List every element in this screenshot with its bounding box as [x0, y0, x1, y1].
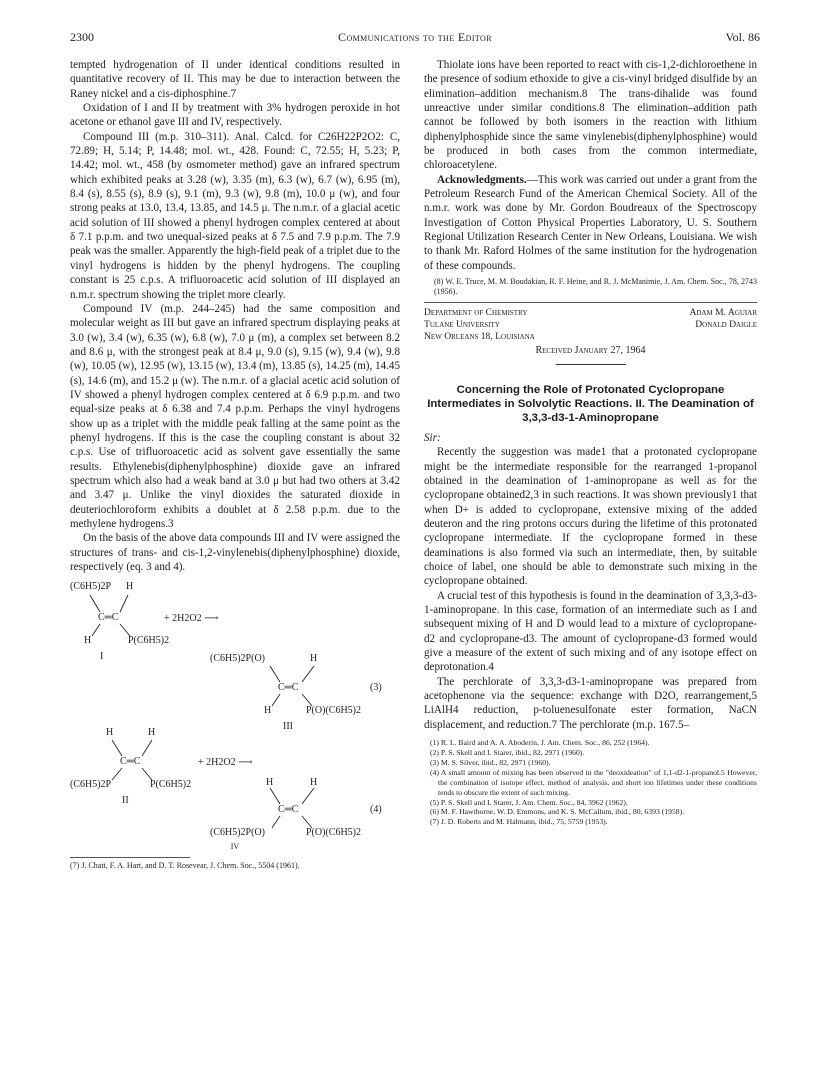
paragraph: The perchlorate of 3,3,3-d3-1-aminopropane was prepared from acetophenone via the sequence: exchange with D2O, rearrangement,5 LiAlH4 reduction, p-toluenesulfonate ester formation, NaCN displacement, and reduction.7 The perchlorate (m.p. 167.5– [424, 675, 757, 731]
affiliation-line: Tulane University [424, 318, 500, 330]
paragraph: Recently the suggestion was made1 that a protonated cyclopropane might be the intermediate responsible for the rearranged 1-propanol obtained in the deamination of 1-aminopropane as well as for the cyclopropane obtained2,3 in such reactions. It was shown previously1 that when D+ is added to cyclopropane, extensive mixing of the added deuteron and the ring protons occurs during the lifetime of this protonated cyclopropane intermediate. If the cyclopropane formed in these deaminations is also formed via such an intermediate, then, by suitable choice of label, one should be able to demonstrate such mixing in the cyclopropane obtained. [424, 446, 757, 588]
author-name: Adam M. Aguiar [689, 306, 757, 318]
page-header [70, 30, 760, 46]
equation-number: (4) [370, 804, 382, 816]
volume-label: Vol. 86 [725, 30, 760, 44]
paragraph: On the basis of the above data compounds III and IV were assigned the structures of trans- and cis-1,2-vinylenebis(diphenylphosphine) dioxide, respectively (eq. 3 and 4). [70, 532, 400, 574]
page-number: 2300 [70, 30, 94, 44]
reaction-scheme [70, 578, 400, 844]
paragraph: Oxidation of I and II by treatment with 3% hydrogen peroxide in hot acetone or ethanol gave III and IV, respectively. [70, 102, 400, 129]
received-date: Received January 27, 1964 [535, 344, 646, 356]
substituent-label: P(C6H5)2 [150, 779, 192, 791]
acknowledgments-body: —This work was carried out under a grant from the Petroleum Research Fund of the American Chemical Society. All of the n.m.r. work was done by Mr. Gordon Boudreaux of the Spectroscopy Investigation of Cotton Physical Properties Laboratory, U. S. Southern Regional Utilization Research Center in New Orleans, Louisiana. We wish to thank Mr. Raford Holmes of the same institution for the hydrogenation of these compounds. [424, 173, 757, 272]
paragraph: tempted hydrogenation of II under identical conditions resulted in quantitative recovery of II. This may be due to interaction between the Raney nickel and a cis-diphosphine.7 [70, 59, 400, 100]
paragraph: Thiolate ions have been reported to react with cis-1,2-dichloroethene in the presence of sodium ethoxide to give a cis-vinyl bridged disulfide by an elimination–addition mechanism.8 The trans-dihalide was found unreactive under similar conditions.8 The elimination–addition path cannot be followed by both isomers in the reaction with lithium diphenylphosphide since the same vinylenebis(diphenylphosphine) would be produced in both cases from the common intermediate, chloroacetylene. [424, 59, 757, 172]
compound-label-iv: IV [230, 842, 240, 852]
substituent-label: H [148, 727, 156, 739]
footnote: (4) A small amount of mixing has been observed in the "deoxideation" of 1,1-d2-1-propanol.5 However, the combination of isotope effect, method of analysis, and short ion lifetimes under these conditions tends to obscure the extent of such mixing. [430, 767, 757, 797]
paragraph: A crucial test of this hypothesis is found in the deamination of 3,3,3-d3-1-aminopropane. In this case, formation of an intermediate such as I and subsequent mixing of H and D would lead to a mixture of cyclopropane-d2 and cyclopropane-d3. The amount of cyclopropane-d3 formed would give a measure of the extent of such mixing and of any isotope effect on deprotonation.4 [424, 589, 757, 674]
substituent-label: H [310, 653, 318, 665]
footnote: (8) W. E. Truce, M. M. Boudakian, R. F. Heine, and R. J. McManimie, J. Am. Chem. Soc., 78, 2743 (1956). [434, 277, 757, 297]
alkene-label: C═C [98, 612, 119, 624]
substituent-label: (C6H5)2P [70, 779, 112, 791]
salutation: Sir: [424, 431, 441, 444]
journal-section: Communications to the Editor [338, 30, 492, 44]
substituent-label: (C6H5)2P [70, 581, 112, 593]
substituent-label: H [84, 635, 92, 647]
alkene-label: C═C [278, 804, 299, 816]
footnote: (2) P. S. Skell and I. Starer, ibid., 82, 2971 (1960). [430, 748, 585, 758]
substituent-label: H [266, 777, 274, 789]
acknowledgments-heading: Acknowledgments. [437, 173, 527, 186]
substituent-label: H [264, 705, 272, 717]
compound-label: I [100, 651, 104, 663]
footnote: (7) J. Chatt, F. A. Hart, and D. T. Rosevear, J. Chem. Soc., 5504 (1961). [70, 860, 300, 870]
affiliation-block [424, 307, 757, 343]
footnote-list [424, 738, 757, 827]
substituent-label: P(O)(C6H5)2 [306, 705, 361, 717]
footnote: (6) M. F. Hawthorne, W. D. Emmons, and K. S. McCallum, ibid., 80, 6393 (1958). [430, 807, 685, 817]
affiliation-line: Department of Chemistry [424, 306, 528, 318]
substituent-label: H [310, 777, 318, 789]
equation-number: (3) [370, 682, 382, 694]
footnote: (3) M. S. Silver, ibid., 82, 2971 (1960). [430, 757, 551, 767]
footnote: (7) J. D. Roberts and M. Halmann, ibid., 75, 5759 (1953). [430, 817, 608, 827]
footnote: (5) P. S. Skell and I. Starer, J. Am. Chem. Soc., 84, 3962 (1962). [430, 797, 628, 807]
substituent-label: (C6H5)2P(O) [210, 653, 265, 665]
compound-label: II [122, 795, 129, 807]
reagent-label: + 2H2O2 ⟶ [198, 757, 253, 769]
alkene-label: C═C [120, 756, 141, 768]
substituent-label: H [106, 727, 114, 739]
substituent-label: (C6H5)2P(O) [210, 827, 265, 839]
acknowledgments [424, 173, 757, 273]
footnote-rule [70, 857, 190, 858]
paragraph: Compound IV (m.p. 244–245) had the same composition and molecular weight as III but gave an infrared spectrum displaying peaks at 3.0 (w), 3.4 (w), 6.35 (w), 6.8 (w), 7.0 μ (m), a complex set between 8.2 and 8.6 μ, with the strongest peak at 8.4 μ, 9.0 (s), 9.15 (w), 9.4 (w), 9.8 (w), 10.05 (w), 12.95 (w), 13.15 (w), 13.4 (m), 13.85 (s), 14.25 (m), 14.45 (s), 14.6 (m), and 15.2 μ (w). The n.m.r. of a glacial acetic acid solution of IV showed a phenyl hydrogen complex centered at δ 6.9 p.p.m. and two equal-size peaks at δ 6.38 and 7.4 p.p.m. Perhaps the vinyl hydrogens show up as a triplet with the middle peak falling at the same point as the phenyl hydrogens. If this is the case the coupling constant is about 32 c.p.s. Use of trifluoroacetic acid as solvent gave essentially the same results. Ethylenebis(diphenylphosphine) dioxide gave an infrared spectrum which also had a weak band at 3.0 μ but had two others at 3.42 and 3.47 μ. Unlike the vinyl dioxides the saturated dioxide in deuteriochloroform exhibits a doublet at δ 2.58 p.p.m. due to the methylene hydrogens.3 [70, 302, 400, 530]
compound-label: III [283, 721, 293, 733]
substituent-label: P(O)(C6H5)2 [306, 827, 361, 839]
substituent-label: H [126, 581, 134, 593]
article-title: Concerning the Role of Protonated Cyclopropane Intermediates in Solvolytic Reactions. II. The Deamination of 3,3,3-d3-1-Aminopropane [427, 383, 754, 424]
substituent-label: P(C6H5)2 [128, 635, 170, 647]
footnote: (1) R. L. Baird and A. A. Aboderin, J. Am. Chem. Soc., 86, 252 (1964). [430, 738, 650, 748]
right-column [424, 58, 757, 827]
divider-short [556, 364, 626, 365]
divider [424, 302, 757, 303]
author-name: Donald Daigle [695, 318, 757, 330]
affiliation-line: New Orleans 18, Louisiana [424, 330, 535, 342]
reagent-label: + 2H2O2 ⟶ [164, 613, 219, 625]
paragraph: Compound III (m.p. 310–311). Anal. Calcd. for C26H22P2O2: C, 72.89; H, 5.14; P, 14.48; mol. wt., 428. Found: C, 72.55; H, 5.23; P, 14.42; mol. wt., 458 (by osmometer method) gave an infrared spectrum which exhibited peaks at 3.28 (w), 3.35 (m), 6.3 (w), 6.7 (w), 6.95 (m), 8.4 (s), 8.55 (s), 8.9 (s), 9.1 (m), 9.3 (w), 9.8 (m), 10.0 μ (w), and four strong peaks at 13.0, 13.4, 13.85, and 14.5 μ. The n.m.r. of a glacial acetic acid solution of III showed a phenyl hydrogen complex centered at about δ 7.1 p.p.m. and two unequal-sized peaks at δ 7.5 and 7.9 p.p.m. The 7.9 peak was the smaller. Apparently the high-field peak of a triplet due to the vinyl hydrogens is hidden by the phenyl hydrogens. The coupling constant is 25 c.p.s. A trifluoroacetic acid solution of III displayed an n.m.r. spectrum showing the triplet more clearly. [70, 130, 400, 301]
left-column [70, 58, 400, 871]
alkene-label: C═C [278, 682, 299, 694]
